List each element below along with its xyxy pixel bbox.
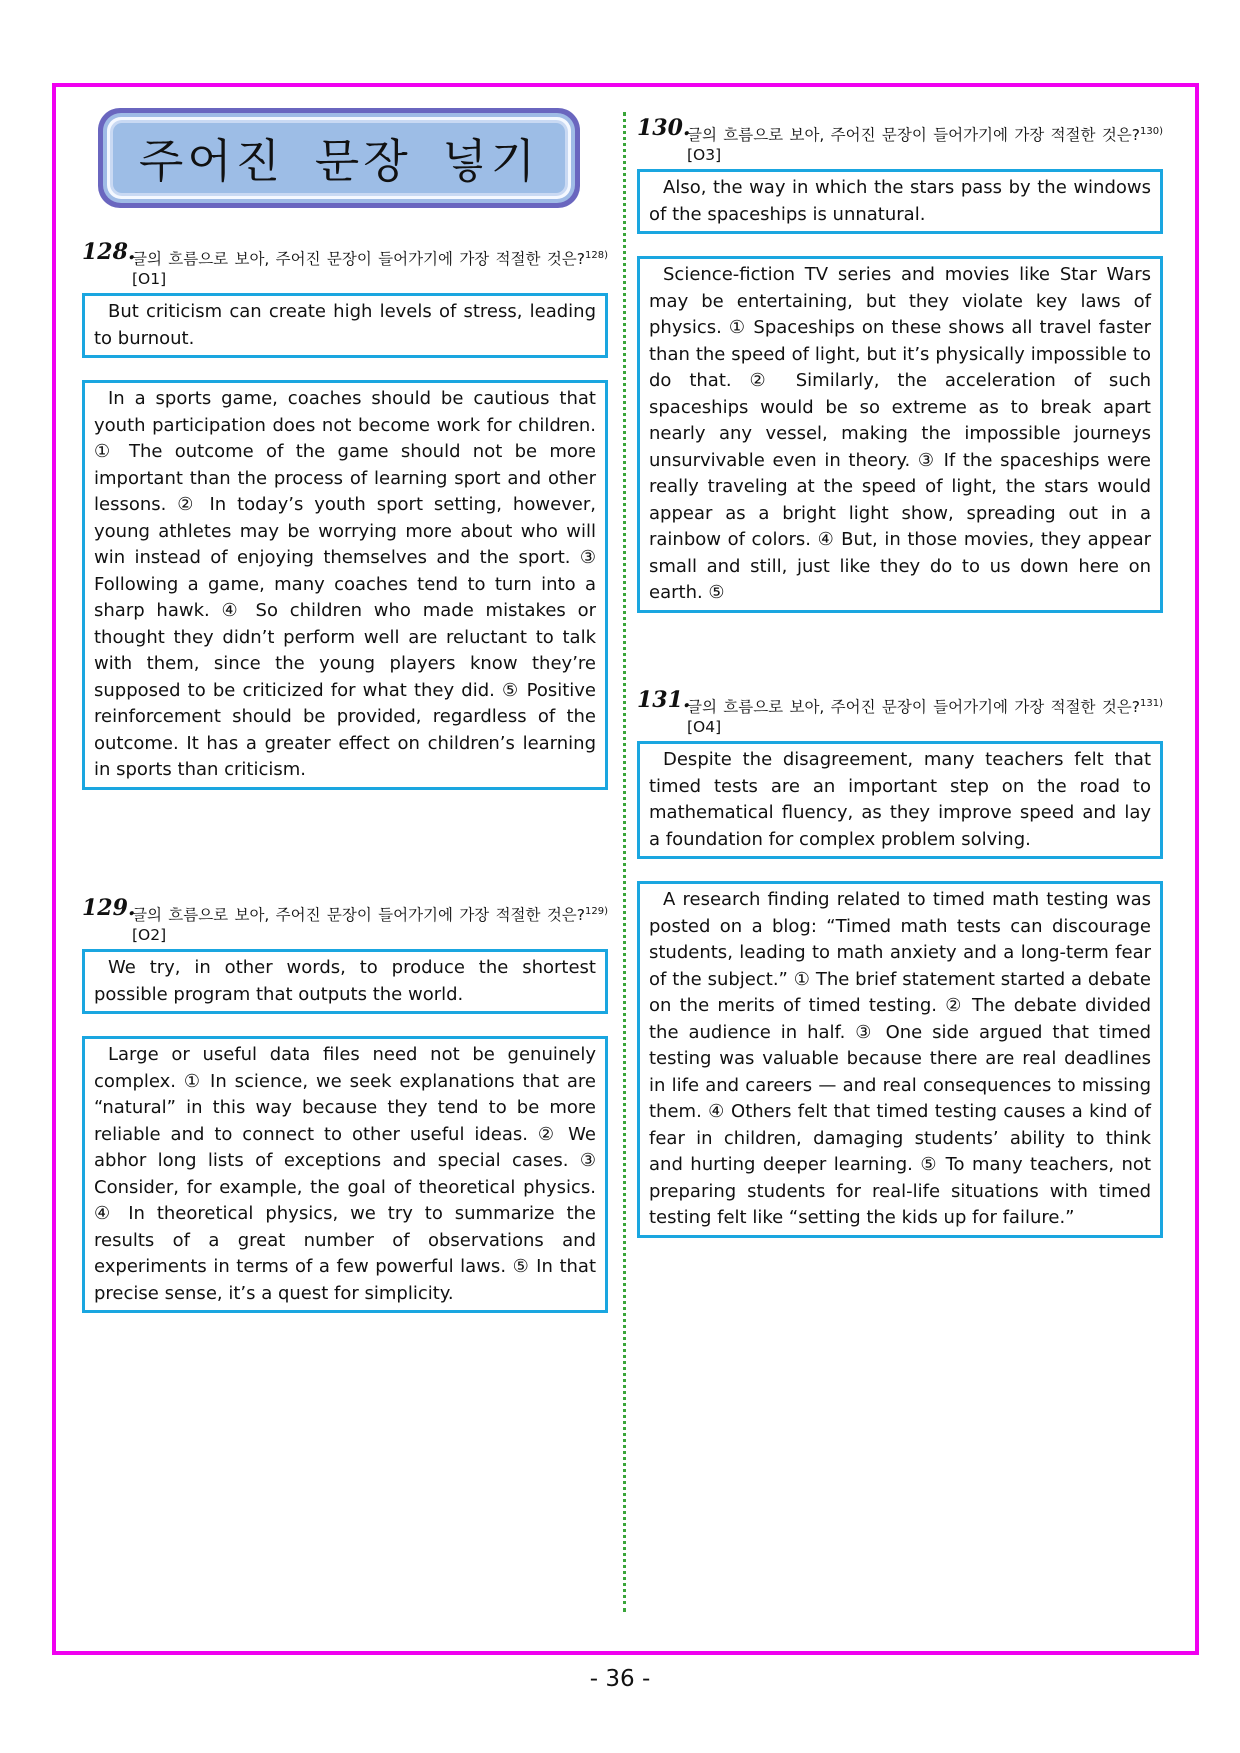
section-title-banner — [98, 108, 580, 208]
passage-text: In a sports game, coaches should be cautious that youth participation does not become work for children. ① The outcome of the game should not be more important than the process of learning sport and other lessons. ② In today’s youth sport setting, however, young athletes may be worrying more about who will win instead of enjoying themselves and the sport. ③ Following a game, many coaches tend to turn into a sharp hawk. ④ So children who made mistakes or thought they didn’t perform well are reluctant to talk with them, since the young players know they’re supposed to be criticized for what they did. ⑤ Positive reinforcement should be provided, regardless of the outcome. It has a greater effect on children’s learning in sports than criticism. — [94, 388, 596, 781]
passage-box — [637, 256, 1163, 613]
passage-text: Large or useful data files need not be genuinely complex. ① In science, we seek explanations that are “natural” in this way because they tend to be more reliable and to connect to other useful ideas. ② We abhor long lists of exceptions and special cases. ③ Consider, for example, the goal of theoretical physics. ④ In theoretical physics, we try to summarize the results of a great number of observations and experiments in terms of a few powerful laws. ⑤ In that precise sense, it’s a quest for simplicity. — [94, 1044, 596, 1304]
question-tag: [O1] — [132, 270, 167, 289]
question-prompt: 글의 흐름으로 보아, 주어진 문장이 들어가기에 가장 적절한 것은? — [687, 126, 1140, 145]
question-131 — [637, 687, 1163, 1238]
given-sentence: Despite the disagreement, many teachers felt that timed tests are an important step on the road to mathematical fluency, as they improve speed and lay a foundation for complex problem solving. — [649, 749, 1151, 850]
footnote-ref: 130) — [1140, 126, 1163, 137]
passage-text: A research finding related to timed math testing was posted on a blog: “Timed math tests can discourage students, leading to math anxiety and a long-term fear of the subject.” ① The brief statement started a debate on the merits of timed testing. ② The debate divided the audience in half. ③ One side argued that timed testing was valuable because there are real deadlines in life and careers — and real consequences to missing them. ④ Others felt that timed testing causes a kind of fear in children, damaging students’ ability to think and hurting deeper learning. ⑤ To many teachers, not preparing students for real-life situations with timed testing felt like “setting the kids up for failure.” — [649, 889, 1151, 1229]
question-number: 129. — [82, 895, 136, 921]
question-header — [637, 115, 1163, 165]
given-sentence: Also, the way in which the stars pass by the windows of the spaceships is unnatural. — [649, 177, 1151, 225]
given-sentence: We try, in other words, to produce the shortest possible program that outputs the world. — [94, 957, 596, 1005]
given-sentence-box — [637, 741, 1163, 859]
question-130 — [637, 115, 1163, 613]
question-tag: [O3] — [687, 146, 722, 165]
question-header — [637, 687, 1163, 737]
given-sentence-box — [82, 293, 608, 358]
question-tag: [O4] — [687, 718, 722, 737]
section-title: 주어진 문장 넣기 — [113, 123, 565, 193]
given-sentence-box — [637, 169, 1163, 234]
question-prompt: 글의 흐름으로 보아, 주어진 문장이 들어가기에 가장 적절한 것은? — [132, 250, 585, 269]
passage-box — [82, 1036, 608, 1313]
question-header — [82, 895, 608, 945]
column-divider — [623, 112, 626, 1612]
question-number: 131. — [637, 687, 691, 713]
passage-box — [82, 380, 608, 790]
question-number: 128. — [82, 239, 136, 265]
question-129 — [82, 895, 608, 1313]
question-prompt: 글의 흐름으로 보아, 주어진 문장이 들어가기에 가장 적절한 것은? — [132, 906, 585, 925]
passage-text: Science-fiction TV series and movies like Star Wars may be entertaining, but they violate key laws of physics. ① Spaceships on these shows all travel faster than the speed of light, but it’s physically impossible to do that. ② Similarly, the acceleration of such spaceships would be so extreme as to break apart nearly any vessel, making the impossible journeys unsurvivable even in theory. ③ If the spaceships were really traveling at the speed of light, the stars would appear as a bright light show, spreading out in a rainbow of colors. ④ But, in those movies, they appear small and still, just like they do to us down here on earth. ⑤ — [649, 264, 1151, 604]
question-prompt: 글의 흐름으로 보아, 주어진 문장이 들어가기에 가장 적절한 것은? — [687, 698, 1140, 717]
given-sentence-box — [82, 949, 608, 1014]
given-sentence: But criticism can create high levels of stress, leading to burnout. — [94, 301, 596, 349]
question-128 — [82, 239, 608, 790]
footnote-ref: 128) — [585, 250, 608, 261]
question-header — [82, 239, 608, 289]
footnote-ref: 129) — [585, 906, 608, 917]
footnote-ref: 131) — [1140, 698, 1163, 709]
question-number: 130. — [637, 115, 691, 141]
passage-box — [637, 881, 1163, 1238]
question-tag: [O2] — [132, 926, 167, 945]
page-number: - 36 - — [589, 1666, 651, 1692]
